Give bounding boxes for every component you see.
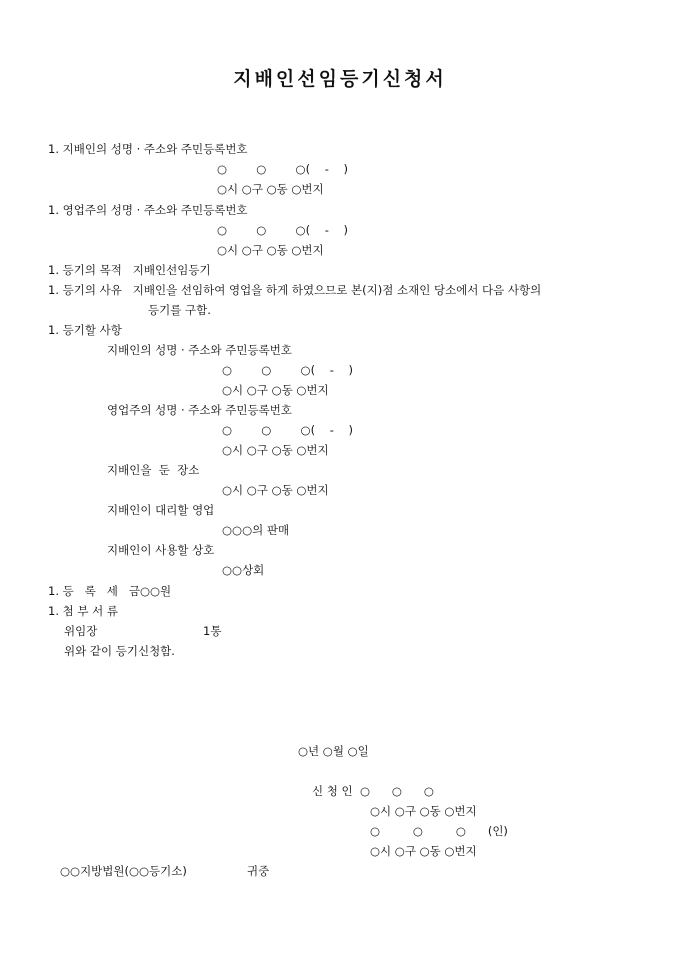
owner-address-line: ○시 ○구 ○동 ○번지 [217,243,324,257]
item-location-address-line: ○시 ○구 ○동 ○번지 [222,483,329,497]
applicant-second-address-line: ○시 ○구 ○동 ○번지 [370,844,477,858]
section-registration-purpose: 1. 등기의 목적 지배인선임등기 [48,263,211,277]
item-business-label: 지배인이 대리할 영업 [107,503,215,517]
court-name: ○○지방법원(○○등기소) [60,864,187,878]
item-owner-address-line: ○시 ○구 ○동 ○번지 [222,443,329,457]
applicant-address-line: ○시 ○구 ○동 ○번지 [370,804,477,818]
section-registration-reason: 1. 등기의 사유 지배인을 선임하여 영업을 하게 하였으므로 본(지)점 소재인 당소에서 다음 사항의 [48,283,542,297]
section-owner-info-heading: 1. 영업주의 성명 · 주소와 주민등록번호 [48,203,248,217]
attachment-item-name: 위임장 [64,624,98,638]
closing-statement: 위와 같이 등기신청함. [64,644,175,658]
item-manager-name-line: ○ ○ ○( - ) [222,363,353,377]
item-location-label: 지배인을 둔 장소 [107,463,200,477]
owner-name-line: ○ ○ ○( - ) [217,223,348,237]
registration-reason-continued: 등기를 구함. [148,303,211,317]
section-registration-tax: 1. 등 록 세 금○○원 [48,584,172,598]
attachment-item-count: 1통 [203,624,222,638]
item-manager-address-line: ○시 ○구 ○동 ○번지 [222,383,329,397]
item-trade-name-label: 지배인이 사용할 상호 [107,543,215,557]
item-business-value: ○○○의 판매 [222,523,290,537]
item-trade-name-value: ○○상회 [222,563,265,577]
section-attachments: 1. 첨 부 서 류 [48,604,119,618]
applicant-name-seal-line: ○ ○ ○ (인) [370,824,508,838]
item-manager-info-label: 지배인의 성명 · 주소와 주민등록번호 [107,343,292,357]
application-date: ○년 ○월 ○일 [298,744,369,758]
item-owner-info-label: 영업주의 성명 · 주소와 주민등록번호 [107,403,292,417]
item-owner-name-line: ○ ○ ○( - ) [222,423,353,437]
section-registration-items: 1. 등기할 사항 [48,323,122,337]
manager-name-line: ○ ○ ○( - ) [217,162,348,176]
document-title: 지배인선임등기신청서 [233,68,447,90]
court-addressee-suffix: 귀중 [247,864,270,878]
manager-address-line: ○시 ○구 ○동 ○번지 [217,182,324,196]
applicant-label: 신 청 인 ○ ○ ○ [312,784,434,798]
section-manager-info-heading: 1. 지배인의 성명 · 주소와 주민등록번호 [48,142,248,156]
